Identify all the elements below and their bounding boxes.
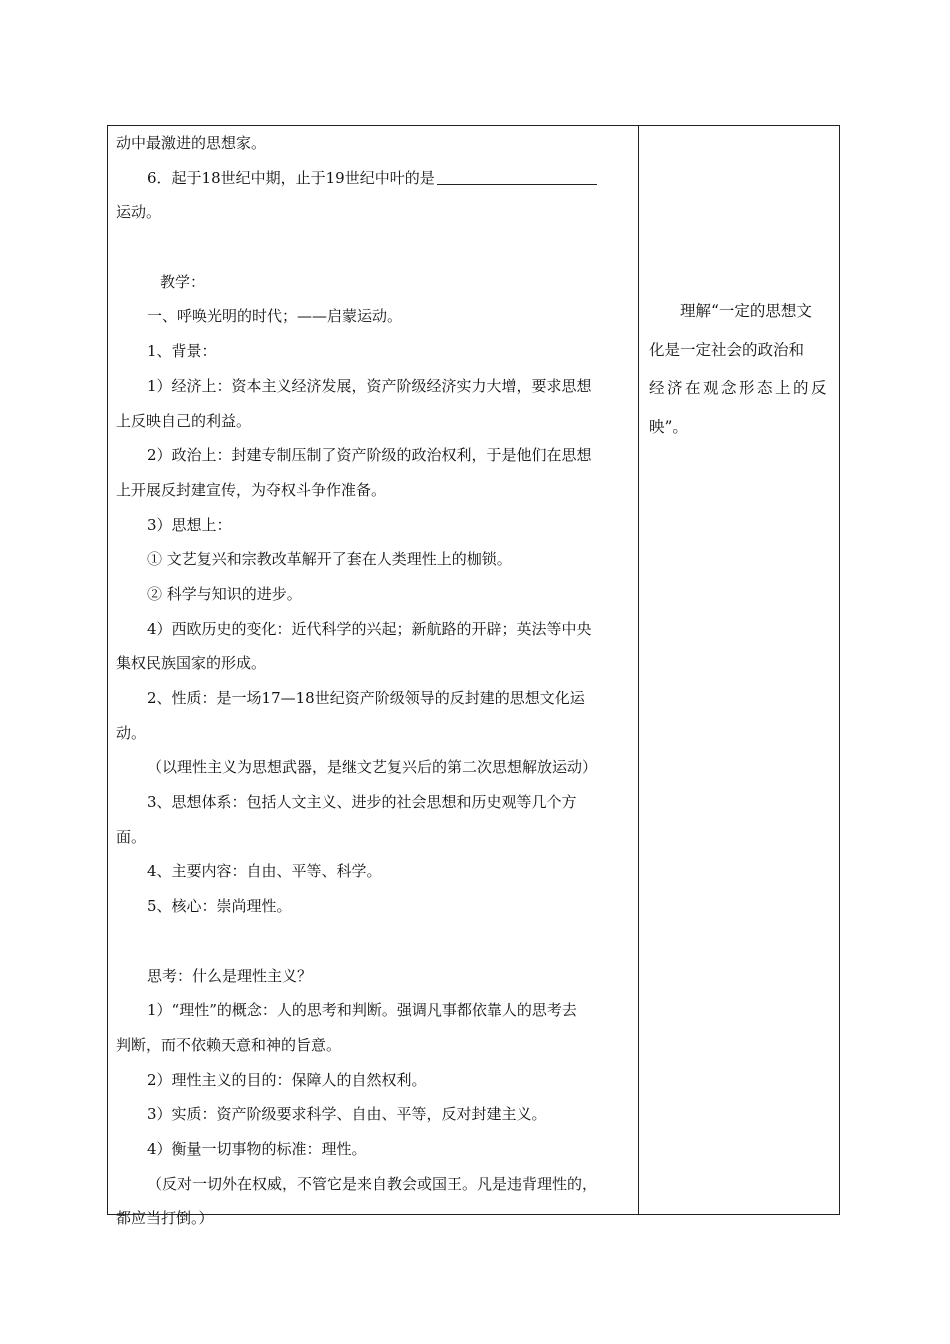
note-line: 理解“一定的思想文 xyxy=(679,302,812,320)
text-line: 3、思想体系：包括人文主义、进步的社会思想和历史观等几个方 xyxy=(147,793,577,812)
text-line: 都应当打倒。） xyxy=(116,1209,214,1228)
text-line: 5、核心：崇尚理性。 xyxy=(147,897,292,916)
text-line: 集权民族国家的形成。 xyxy=(116,654,267,673)
content-cell xyxy=(108,126,639,1228)
text-line: （以理性主义为思想武器，是继文艺复兴后的第二次思想解放运动） xyxy=(147,758,598,777)
text-line: 3）实质：资产阶级要求科学、自由、平等，反对封建主义。 xyxy=(147,1105,547,1124)
text-line: 3）思想上： xyxy=(147,515,232,534)
section-heading: 教学： xyxy=(160,272,206,291)
text-line: 动。 xyxy=(116,723,147,742)
blank-line xyxy=(116,230,630,265)
text-line xyxy=(116,161,630,196)
text-line: ① 文艺复兴和宗教改革解开了套在人类理性上的枷锁。 xyxy=(147,550,512,569)
teaching-note xyxy=(649,292,829,447)
text-line: 2）政治上：封建专制压制了资产阶级的政治权利，于是他们在思想 xyxy=(147,446,592,465)
question-text: 6．起于18世纪中期，止于19世纪中叶的是 xyxy=(147,168,435,187)
text-line: ② 科学与知识的进步。 xyxy=(147,584,302,603)
text-line: 运动。 xyxy=(116,203,162,222)
text-line: 1、背景： xyxy=(147,342,217,361)
text-line: 1）经济上：资本主义经济发展，资产阶级经济实力大增，要求思想 xyxy=(147,376,592,395)
text-line: 2）理性主义的目的：保障人的自然权利。 xyxy=(147,1070,427,1089)
blank-line xyxy=(116,924,630,959)
text-line: 动中最激进的思想家。 xyxy=(116,134,267,152)
text-line: 1）“理性”的概念：人的思考和判断。强调凡事都依靠人的思考去 xyxy=(147,1001,577,1020)
text-line: 判断，而不依赖天意和神的旨意。 xyxy=(116,1035,342,1054)
note-line: 化是一定社会的政治和 xyxy=(648,340,804,359)
lesson-table xyxy=(107,125,840,1228)
text-line: 2、性质：是一场17—18世纪资产阶级领导的反封建的思想文化运 xyxy=(147,689,585,707)
note-line: 经济在观念形态上的反 xyxy=(648,379,829,398)
text-line: 一、呼唤光明的时代；——启蒙运动。 xyxy=(147,307,403,326)
text-line: 面。 xyxy=(116,827,147,846)
text-line: 上反映自己的利益。 xyxy=(116,411,252,430)
text-line: 4、主要内容：自由、平等、科学。 xyxy=(147,862,382,881)
text-line: 4）衡量一切事物的标准：理性。 xyxy=(147,1139,367,1158)
answer-blank[interactable] xyxy=(437,166,597,185)
text-line: 上开展反封建宣传，为夺权斗争作准备。 xyxy=(116,480,387,499)
text-line: （反对一切外在权威，不管它是来自教会或国王。凡是违背理性的， xyxy=(147,1174,598,1193)
notes-cell xyxy=(639,126,839,1214)
note-line: 映”。 xyxy=(648,418,688,437)
text-line: 4）西欧历史的变化：近代科学的兴起；新航路的开辟；英法等中央 xyxy=(147,619,592,638)
section-heading: 思考：什么是理性主义？ xyxy=(147,966,313,985)
